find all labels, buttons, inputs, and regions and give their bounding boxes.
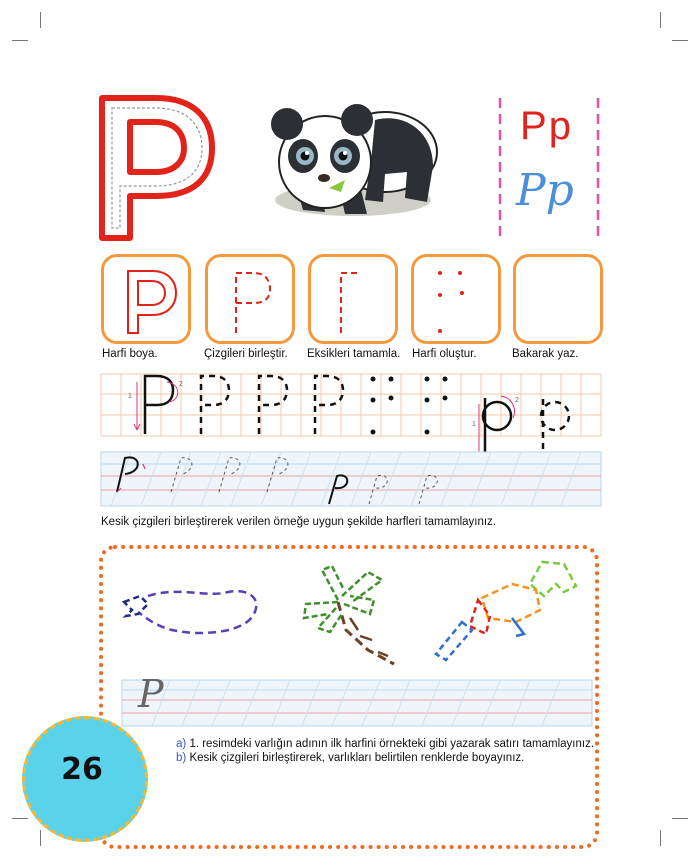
- instruction-b: [176, 752, 524, 764]
- crop-mark: [660, 830, 661, 846]
- svg-text:1: 1: [128, 393, 132, 400]
- tracing-instruction: Kesik çizgileri birleştirerek verilen örneğe uygun şekilde harfleri tamamlayınız.: [101, 516, 496, 528]
- svg-text:2: 2: [179, 381, 183, 388]
- activity-caption: Çizgileri birleştir.: [204, 348, 288, 360]
- instruction-b-text: Kesik çizgileri birleştirerek, varlıkları belirtilen renklerde boyayınız.: [189, 752, 525, 764]
- cursive-start-letter: P: [138, 672, 164, 716]
- svg-text:2: 2: [515, 397, 519, 404]
- sample-print-letters: [520, 104, 573, 148]
- activity-box-copy: [513, 254, 603, 344]
- crop-mark: [672, 818, 688, 819]
- sample-upper: P: [520, 104, 549, 148]
- activity-caption: Harfi boya.: [102, 348, 158, 360]
- palm-tree-outline-icon: [298, 560, 418, 670]
- sample-cursive-letters: Pp: [516, 165, 574, 216]
- instruction-a-text: 1. resimdeki varlığın adının ilk harfini örnekteki gibi yazarak satırı tamamlayınız.: [189, 738, 595, 750]
- svg-text:1: 1: [472, 421, 476, 428]
- crop-mark: [40, 830, 41, 846]
- activity-box-paint: [101, 254, 191, 344]
- sample-lower: p: [548, 104, 573, 148]
- crop-mark: [12, 818, 28, 819]
- crop-mark: [672, 40, 688, 41]
- crop-mark: [12, 40, 28, 41]
- cursive-tracing-band: [101, 452, 601, 506]
- activity-box-form: [411, 254, 501, 344]
- big-letter-p: [94, 92, 214, 242]
- print-tracing-grid: [101, 374, 601, 436]
- activity-caption: Harfi oluştur.: [412, 348, 477, 360]
- activity-box-complete: [308, 254, 398, 344]
- crop-mark: [660, 12, 661, 28]
- panda-icon: [255, 82, 435, 232]
- activity-box-connect: [205, 254, 295, 344]
- instruction-a: [176, 738, 594, 750]
- crop-mark: [40, 12, 41, 28]
- instruction-b-marker: b): [176, 752, 187, 764]
- activity-caption: Bakarak yaz.: [512, 348, 579, 360]
- pepper-outline-icon: [118, 582, 268, 642]
- parrot-outline-icon: [432, 556, 582, 666]
- writing-band: [122, 680, 602, 726]
- instruction-a-marker: a): [176, 738, 187, 750]
- activity-caption: Eksikleri tamamla.: [307, 348, 401, 360]
- page-number: 26: [61, 752, 103, 787]
